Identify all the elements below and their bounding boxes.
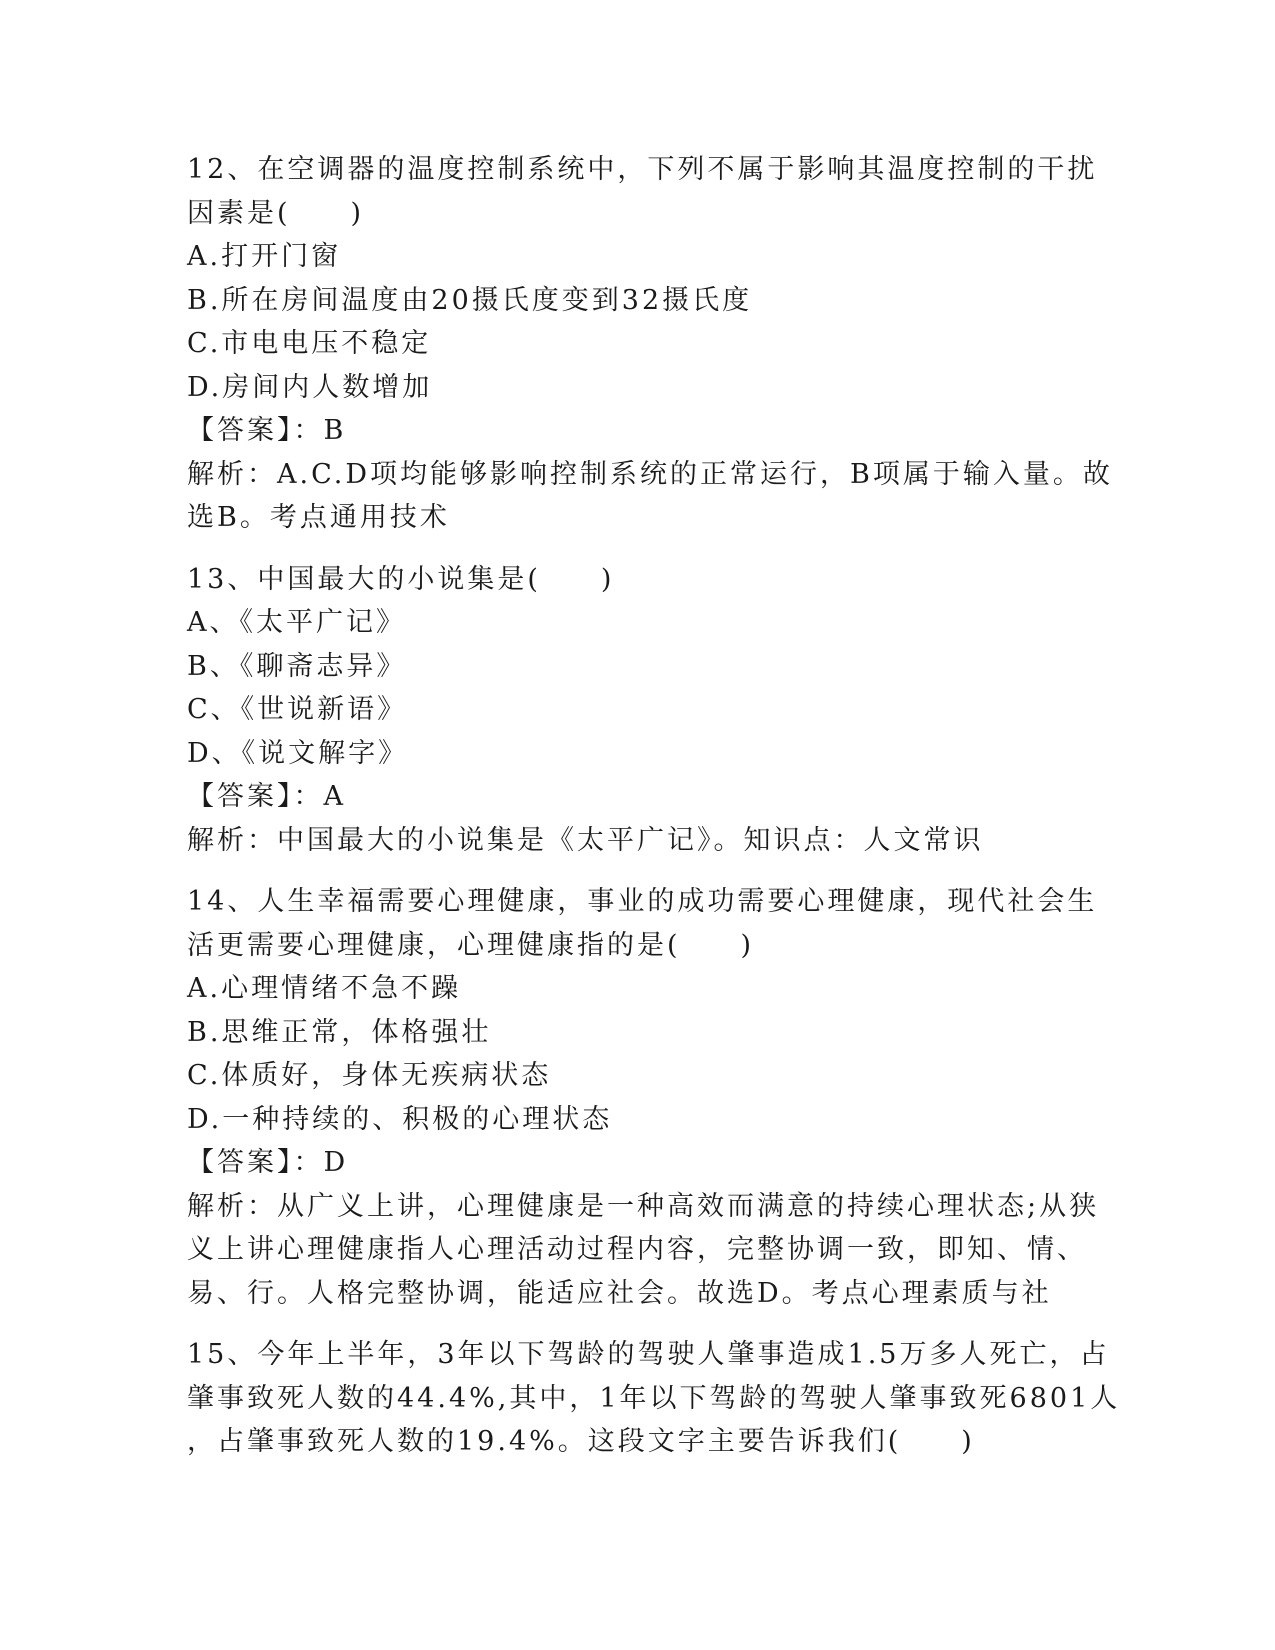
answer-key: 【答案】：A [187, 781, 346, 812]
answer-analysis: 解析：中国最大的小说集是《太平广记》。知识点：人文常识 [187, 824, 984, 856]
answer-option: D.一种持续的、积极的心理状态 [187, 1103, 613, 1135]
answer-option: B、《聊斋志异》 [187, 650, 407, 682]
answer-analysis: 选B。考点通用技术 [187, 502, 450, 533]
question-block [187, 148, 1113, 540]
answer-option: A.心理情绪不急不躁 [187, 973, 462, 1004]
answer-key: 【答案】：B [187, 415, 347, 446]
answer-option: D、《说文解字》 [187, 737, 409, 769]
answer-option: D.房间内人数增加 [187, 371, 433, 403]
answer-analysis: 解析：从广义上讲，心理健康是一种高效而满意的持续心理状态;从狭 [187, 1190, 1100, 1222]
question-stem: 13、中国最大的小说集是( ) [187, 563, 615, 595]
question-block [187, 558, 1087, 863]
question-stem: 12、在空调器的温度控制系统中，下列不属于影响其温度控制的干扰 [187, 154, 1098, 185]
question-stem: 15、今年上半年，3年以下驾龄的驾驶人肇事造成1.5万多人死亡，占 [187, 1339, 1110, 1370]
answer-option: B.思维正常，体格强壮 [187, 1016, 492, 1048]
answer-analysis: 解析：A.C.D项均能够影响控制系统的正常运行，B项属于输入量。故 [187, 458, 1113, 490]
question-stem: 因素是( ) [187, 197, 365, 229]
answer-analysis: 义上讲心理健康指人心理活动过程内容，完整协调一致，即知、情、 [187, 1234, 1087, 1265]
question-stem: 活更需要心理健康，心理健康指的是( ) [187, 929, 755, 961]
answer-key: 【答案】：D [187, 1147, 349, 1178]
question-block [187, 880, 1100, 1315]
question-list [187, 148, 1121, 1482]
answer-option: A.打开门窗 [187, 241, 342, 272]
question-stem: 肇事致死人数的44.4%,其中，1年以下驾龄的驾驶人肇事致死6801人 [187, 1382, 1121, 1414]
answer-option: C、《世说新语》 [187, 694, 408, 725]
answer-option: C.市电电压不稳定 [187, 328, 432, 359]
question-stem: 14、人生幸福需要心理健康，事业的成功需要心理健康，现代社会生 [187, 886, 1098, 917]
answer-option: A、《太平广记》 [187, 607, 406, 638]
answer-option: B.所在房间温度由20摄氏度变到32摄氏度 [187, 284, 753, 316]
answer-option: C.体质好，身体无疾病状态 [187, 1060, 552, 1091]
question-stem: ，占肇事致死人数的19.4%。这段文字主要告诉我们( ) [187, 1426, 975, 1457]
answer-analysis: 易、行。人格完整协调，能适应社会。故选D。考点心理素质与社 [187, 1277, 1052, 1309]
question-block [187, 1333, 1121, 1464]
